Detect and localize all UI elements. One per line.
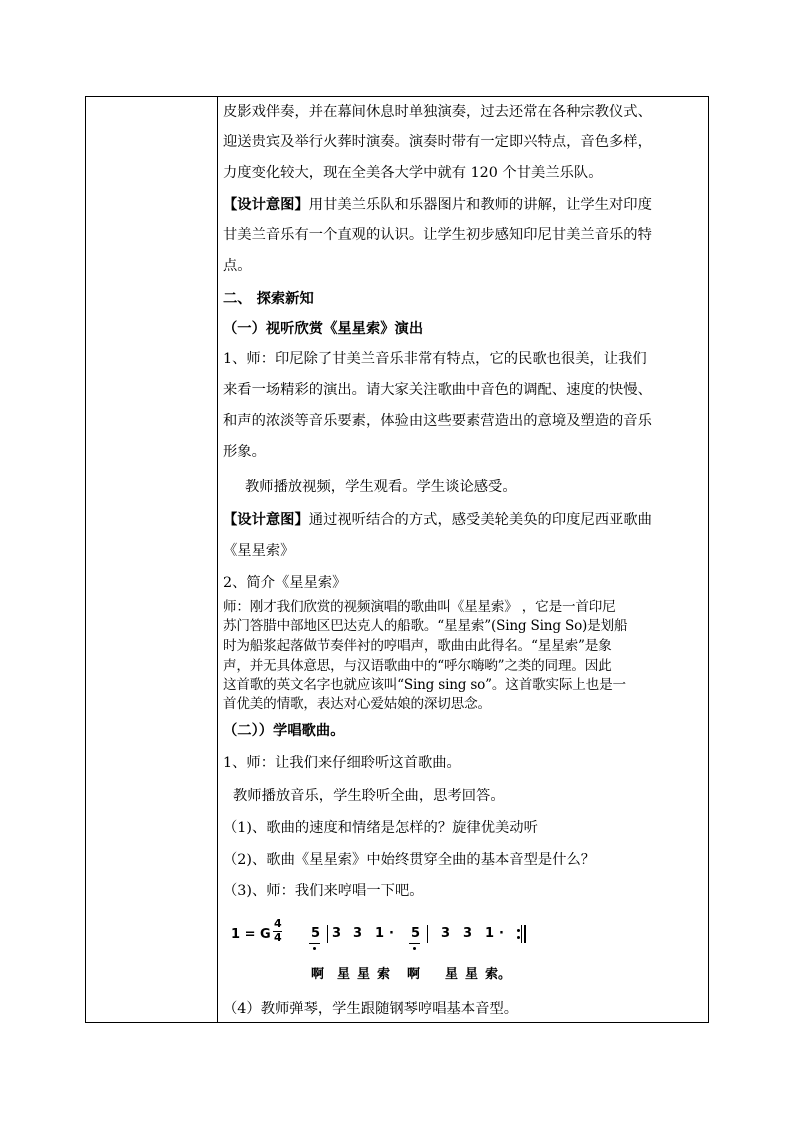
text-line: 皮影戏伴奏，并在幕间休息时单独演奏，过去还常在各种宗教仪式、 <box>223 104 652 120</box>
text-line: 师：刚才我们欣赏的视频演唱的歌曲叫《星星索》 ，它是一首印尼 <box>223 599 616 615</box>
question-2: （2)、歌曲《星星索》中始终贯穿全曲的基本音型是什么？ <box>223 852 596 868</box>
lyric: 啊 <box>311 967 325 982</box>
subsection-heading: （一）视听欣赏《星星索》演出 <box>223 321 424 337</box>
bar-line <box>427 925 428 943</box>
lesson-table <box>85 96 709 1023</box>
dot-note: · <box>499 926 504 941</box>
subsection-heading: （二））学唱歌曲。 <box>223 723 345 739</box>
design-intent-tag: 【设计意图】 <box>223 512 309 528</box>
lyric: 索 <box>377 967 391 982</box>
section-heading: 二、 探索新知 <box>223 291 314 307</box>
text-line: 教师播放音乐，学生聆听全曲，思考回答。 <box>233 788 505 804</box>
time-signature-bottom: 4 <box>274 931 282 944</box>
lyric: 索。 <box>485 967 512 982</box>
note: 3 <box>441 926 451 941</box>
music-notation <box>231 917 701 982</box>
time-signature-top: 4 <box>274 917 282 930</box>
key-signature: 1 = G <box>231 927 271 942</box>
text-line: 来看一场精彩的演出。请大家关注歌曲中音色的调配、速度的快慢、 <box>223 382 652 398</box>
text-line: （4）教师弹琴，学生跟随钢琴哼唱基本音型。 <box>223 1001 519 1017</box>
note: 3 <box>332 926 342 941</box>
note: 5 <box>311 926 321 941</box>
text-line: 《星星索》 <box>223 543 295 559</box>
design-intent-text: 用甘美兰乐队和乐器图片和教师的讲解，让学生对印度 <box>308 197 652 213</box>
text-line: 2、简介《星星索》 <box>223 575 347 591</box>
lyric: 啊 <box>407 967 421 982</box>
text-line: 这首歌的英文名字也就应该叫“Sing sing so”。这首歌实际上也是一 <box>223 677 626 693</box>
design-intent-1 <box>223 195 703 215</box>
bar-line <box>327 925 328 943</box>
design-intent-2 <box>223 510 703 530</box>
text-line: 迎送贵宾及举行火葬时演奏。演奏时带有一定即兴特点，音色多样， <box>223 134 652 150</box>
text-line: 首优美的情歌，表达对心爱姑娘的深切思念。 <box>223 696 491 712</box>
note-underline <box>309 943 320 944</box>
text-line: 教师播放视频，学生观看。学生谈论感受。 <box>245 479 517 495</box>
note: 3 <box>353 926 363 941</box>
note: 1 <box>375 926 385 941</box>
note: 5 <box>411 926 421 941</box>
repeat-dot <box>517 929 520 932</box>
text-line: 力度变化较大，现在全美各大学中就有 120 个甘美兰乐队。 <box>223 165 603 181</box>
text-line: 声，并无具体意思，与汉语歌曲中的“呼尔嗨哟”之类的同理。因此 <box>223 658 612 674</box>
text-line: 甘美兰音乐有一个直观的认识。让学生初步感知印尼甘美兰音乐的特 <box>223 227 652 243</box>
text-line: 形象。 <box>223 444 266 460</box>
design-intent-tag: 【设计意图】 <box>223 197 309 213</box>
lyric: 星 <box>445 967 459 982</box>
text-line: 时为船浆起落做节奏伴衬的哼唱声，歌曲由此得名。“星星索”是象 <box>223 638 612 654</box>
note: 3 <box>463 926 473 941</box>
text-line: 1、师：印尼除了甘美兰音乐非常有特点，它的民歌也很美，让我们 <box>223 351 647 367</box>
question-3: （3)、师：我们来哼唱一下吧。 <box>223 883 424 899</box>
text-line: 1、师：让我们来仔细聆听这首歌曲。 <box>223 755 461 771</box>
low-octave-dot <box>313 947 316 950</box>
low-octave-dot <box>413 947 416 950</box>
dot-note: · <box>389 926 394 941</box>
repeat-dot <box>517 936 520 939</box>
text-line: 点。 <box>223 258 252 274</box>
note-underline <box>409 943 420 944</box>
lyric: 星 <box>465 967 479 982</box>
lyric: 星 <box>337 967 351 982</box>
question-1: （1)、歌曲的速度和情绪是怎样的？旋律优美动听 <box>223 820 538 836</box>
repeat-bar-thick <box>524 925 526 943</box>
text-line: 和声的浓淡等音乐要素，体验由这些要素营造出的意境及塑造的音乐 <box>223 413 652 429</box>
lyric: 星 <box>357 967 371 982</box>
column-separator <box>217 97 218 1022</box>
design-intent-text: 通过视听结合的方式，感受美轮美奂的印度尼西亚歌曲 <box>308 512 652 528</box>
note: 1 <box>485 926 495 941</box>
text-line: 苏门答腊中部地区巴达克人的船歌。“星星索”(Sing Sing So)是划船 <box>223 618 628 634</box>
repeat-bar-thin <box>521 925 522 943</box>
